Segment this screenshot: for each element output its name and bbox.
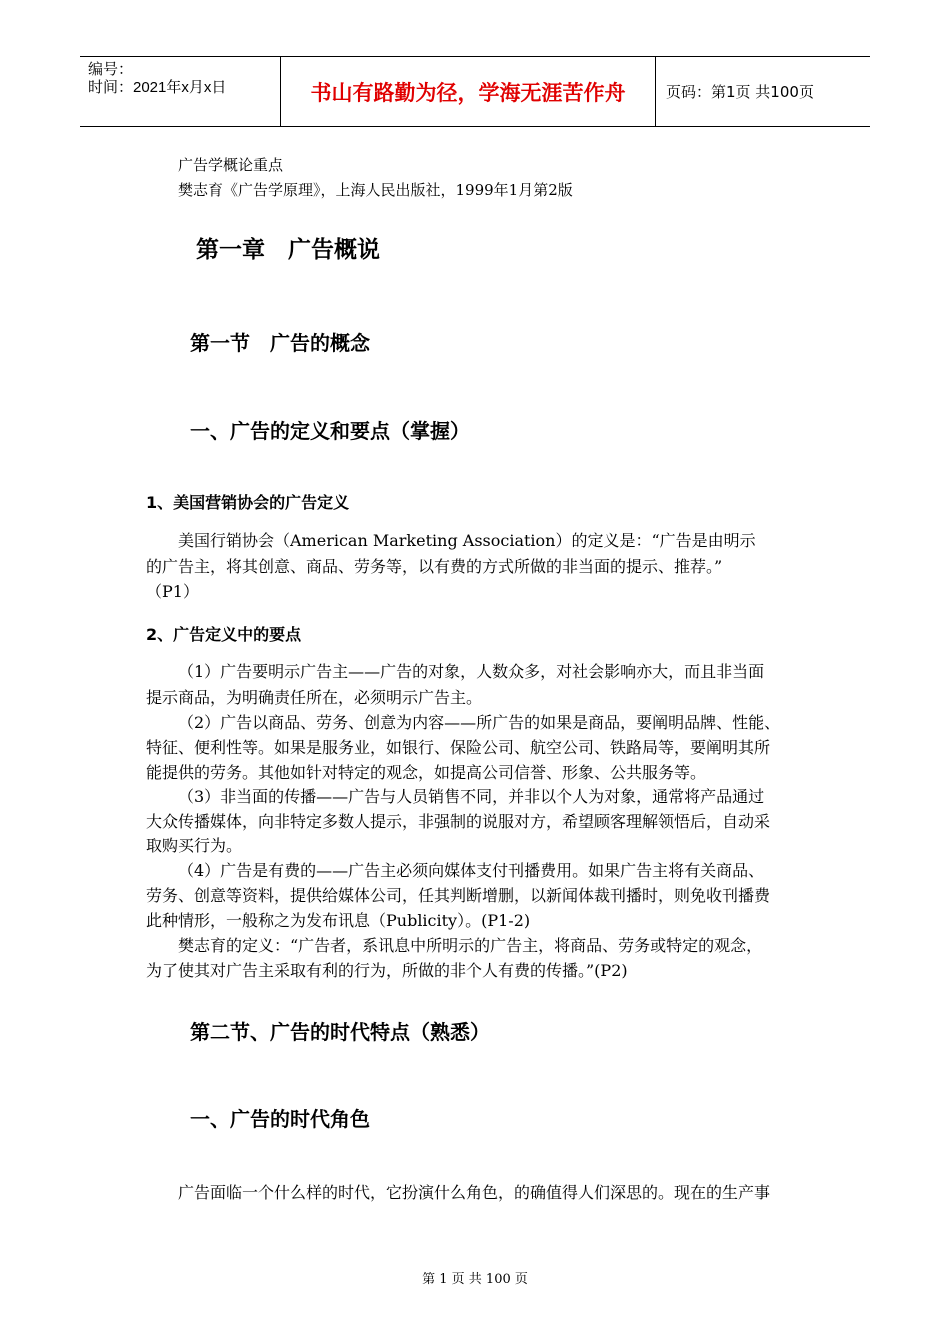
paragraph-line: 劳务、创意等资料，提供给媒体公司，任其判断增删，以新闻体裁刊播时，则免收刊播费 — [146, 886, 771, 905]
paragraph-line: （4）广告是有费的——广告主必须向媒体支付刊播费用。如果广告主将有关商品、 — [178, 861, 765, 880]
paragraph-line: 取购买行为。 — [146, 836, 243, 855]
paragraph-line: （1）广告要明示广告主——广告的对象，人数众多，对社会影响亦大，而且非当面 — [178, 662, 765, 681]
page-header — [80, 56, 870, 127]
header-time-label: 时间：2021年x月x日 — [88, 79, 227, 96]
paragraph-line: （3）非当面的传播——广告与人员销售不同，并非以个人为对象，通常将产品通过 — [178, 787, 765, 806]
chapter-heading: 第一章 广告概说 — [196, 237, 380, 263]
item-heading: 1、美国营销协会的广告定义 — [146, 493, 350, 512]
paragraph-line: （2）广告以商品、劳务、创意为内容——所广告的如果是商品，要阐明品牌、性能、 — [178, 713, 781, 732]
header-number-label: 编号： — [88, 61, 134, 78]
paragraph-line: 特征、便利性等。如果是服务业，如银行、保险公司、航空公司、铁路局等，要阐明其所 — [146, 738, 771, 757]
paragraph-line: 大众传播媒体，向非特定多数人提示，非强制的说服对方，希望顾客理解领悟后，自动采 — [146, 812, 771, 831]
section-heading: 第二节、广告的时代特点（熟悉） — [190, 1020, 490, 1044]
paragraph-line: 美国行销协会（American Marketing Association）的定义是：“广告是由明示 — [178, 531, 756, 550]
header-page-info: 页码：第1页 共100页 — [666, 83, 814, 101]
doc-title: 广告学概论重点 — [178, 156, 284, 174]
doc-source: 樊志育《广告学原理》，上海人民出版社，1999年1月第2版 — [178, 181, 573, 199]
section-heading: 第一节 广告的概念 — [190, 331, 370, 355]
paragraph-line: 广告面临一个什么样的时代，它扮演什么角色，的确值得人们深思的。现在的生产事 — [178, 1183, 771, 1202]
paragraph-line: 提示商品，为明确责任所在，必须明示广告主。 — [146, 688, 483, 707]
paragraph-line: 的广告主，将其创意、商品、劳务等，以有费的方式所做的非当面的提示、推荐。” — [146, 557, 723, 576]
paragraph-line: 樊志育的定义：“广告者，系讯息中所明示的广告主，将商品、劳务或特定的观念， — [178, 936, 763, 955]
page-footer: 第 1 页 共 100 页 — [422, 1272, 528, 1287]
header-divider — [655, 57, 656, 126]
header-meta — [88, 61, 226, 97]
item-heading: 2、广告定义中的要点 — [146, 625, 302, 644]
paragraph-line: 为了使其对广告主采取有利的行为，所做的非个人有费的传播。”(P2) — [146, 961, 628, 980]
subsection-heading: 一、广告的时代角色 — [190, 1107, 370, 1131]
paragraph-line: 此种情形，一般称之为发布讯息（Publicity）。(P1-2) — [146, 911, 531, 930]
header-motto: 书山有路勤为径，学海无涯苦作舟 — [310, 80, 626, 105]
paragraph-line: （P1） — [146, 582, 199, 601]
subsection-heading: 一、广告的定义和要点（掌握） — [190, 419, 470, 443]
paragraph-line: 能提供的劳务。其他如针对特定的观念，如提高公司信誉、形象、公共服务等。 — [146, 763, 707, 782]
